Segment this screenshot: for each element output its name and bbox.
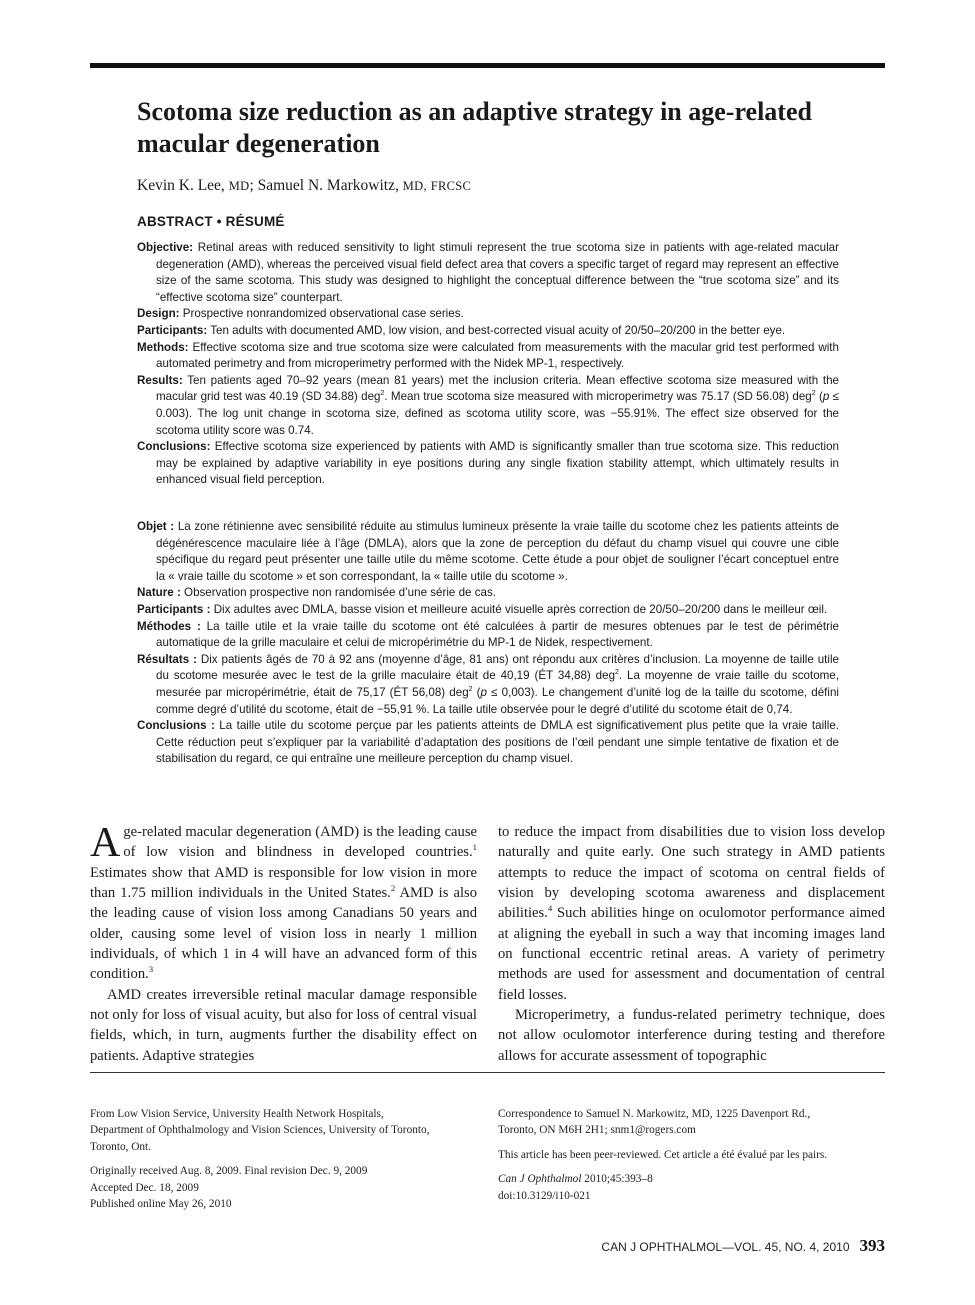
abstract-english [137, 240, 839, 489]
resume-participants [137, 602, 839, 619]
body-column-right [498, 822, 885, 1066]
results-label: Results: [137, 373, 183, 387]
superscript: 2 [615, 669, 619, 677]
resultats-text: Dix patients âgés de 70 à 92 ans (moyenne d’âge, 81 ans) ont répondu aux critères d’inclusion. La moyenne de taille utile du scotome mesurée avec le test de la grille maculaire était de 40,19 (ÉT 34,88) deg [156, 652, 839, 683]
body-paragraph-3 [498, 822, 885, 1005]
body-paragraph-2: AMD creates irreversible retinal macular damage responsible not only for loss of visual acuity, but also for loss of central visual fields, which, in turn, augments further the disability effect on patients. Adaptive strategies [90, 986, 477, 1064]
accepted-date: Accepted Dec. 18, 2009 [90, 1181, 199, 1194]
body-column-left [90, 822, 477, 1066]
correspondence-line: Correspondence to Samuel N. Markowitz, MD, 1225 Davenport Rd., [498, 1108, 811, 1120]
affiliation-line: Department of Ophthalmology and Vision Sciences, University of Toronto, [90, 1124, 430, 1137]
author-2-degree-2: FRCSC [430, 179, 472, 193]
footnote-separator [90, 1072, 885, 1073]
results-text: ≤ 0.003). The log unit change in scotoma size, defined as scotoma utility score, was −55.91%. The effect size observed for the scotoma utility score was 0.74. [156, 390, 839, 437]
reference-marker: 1 [472, 842, 477, 853]
received-date: Originally received Aug. 8, 2009. Final revision Dec. 9, 2009 [90, 1165, 368, 1178]
abstract-objective [137, 240, 839, 306]
conclusions-label: Conclusions: [137, 440, 211, 454]
objective-label: Objective: [137, 241, 194, 254]
reference-marker: 2 [390, 883, 396, 894]
journal-name: Can J Ophthalmol [498, 1173, 582, 1186]
body-paragraph-1 [90, 822, 477, 985]
methodes-text: La taille utile et la vraie taille du scotome ont été calculées à partir de mesures obtenues par le test de périmétrie automatique de la grille maculaire et celui de micropérimétrie du MP-1 de Nidek, respectivement. [156, 619, 839, 650]
body-text: Such abilities hinge on oculomotor performance aimed at aligning the eyeball in such a way that incoming images land on functional eccentric retinal areas. A variety of perimetry methods are used for assessment and documentation of central field losses. [498, 905, 885, 1003]
participants-text: Ten adults with documented AMD, low vision, and best-corrected visual acuity of 20/50–20/200 in the better eye. [210, 323, 786, 337]
correspondence [498, 1106, 888, 1139]
peer-review-note: This article has been peer-reviewed. Cet article a été évalué par les pairs. [498, 1148, 828, 1161]
abstract-conclusions [137, 439, 839, 489]
superscript: 2 [811, 390, 816, 398]
body-text: AMD is also the leading cause of vision loss among Canadians 50 years and older, causing some level of vision loss in nearly 1 million individuals, of which 1 in 4 will have an advanced form of this condition. [90, 885, 478, 983]
affiliation-line: Toronto, Ont. [90, 1140, 152, 1153]
methods-text: Effective scotoma size and true scotoma size were calculated from measurements with the macular grid test performed with automated perimetry and from microperimetry performed with the Nidek MP-1, respectively. [156, 340, 839, 371]
body-paragraph-4: Microperimetry, a fundus-related perimetry technique, does not allow oculomotor interference during testing and therefore allows for accurate assessment of topographic [498, 1007, 885, 1064]
objet-label: Objet : [137, 520, 175, 533]
doi[interactable]: doi:10.3129/i10-021 [498, 1189, 591, 1202]
resume-resultats [137, 652, 839, 718]
author-line [137, 176, 857, 196]
conclusions-fr-label: Conclusions : [137, 719, 215, 733]
abstract-participants [137, 323, 839, 340]
resultats-label: Résultats : [137, 652, 197, 666]
resultats-text: ( [472, 685, 481, 699]
nature-text: Observation prospective non randomisée d’une série de cas. [184, 586, 496, 600]
resume-conclusions [137, 718, 839, 768]
design-label: Design: [137, 307, 180, 321]
methodes-label: Méthodes : [137, 619, 201, 633]
objective-text: Retinal areas with reduced sensitivity to light stimuli represent the true scotoma size in patients with age-related macular degeneration (AMD), whereas the perceived visual field defect area that covers a specific target of regard may represent an effective size of the same scotoma. This study was designed to highlight the conceptual difference between the “true scotoma size” and its “effective scotoma size” counterpart. [156, 241, 839, 304]
author-2-degree: MD, [402, 179, 427, 193]
footnote-left [90, 1106, 482, 1220]
correspondence-line: Toronto, ON M6H 2H1; snm1@rogers.com [498, 1124, 696, 1137]
dates [90, 1163, 482, 1212]
objet-text: La zone rétinienne avec sensibilité réduite au stimulus lumineux présente la vraie taille du scotome chez les patients atteints de dégénérescence maculaire liée à l’âge (DMLA), alors que la zone de perception du défaut du champ visuel qui couvre une cible spécifique du regard peut présenter une taille utile du même scotome. Cette étude a pour objet de souligner l’écart conceptuel entre la « vraie taille du scotome » et son correspondant, la « taille utile du scotome ». [156, 520, 839, 583]
abstract-design [137, 306, 839, 323]
abstract-heading: ABSTRACT • RÉSUMÉ [137, 214, 285, 229]
published-date: Published online May 26, 2010 [90, 1198, 232, 1211]
reference-marker: 4 [547, 903, 553, 914]
design-text: Prospective nonrandomized observational case series. [182, 307, 464, 321]
author-1-degree: MD [228, 179, 250, 193]
results-text: . Mean true scotoma size measured with microperimetry was 75.17 (SD 56.08) deg [384, 390, 812, 404]
author-1: Kevin K. Lee, [137, 177, 225, 194]
affiliation-line: From Low Vision Service, University Health Network Hospitals, [90, 1108, 384, 1120]
top-rule [90, 63, 885, 68]
affiliation [90, 1106, 482, 1155]
resume-methodes [137, 619, 839, 652]
body-text: ge-related macular degeneration (AMD) is the leading cause of low vision and blindness in developed countries. [123, 824, 477, 861]
participants-fr-label: Participants : [137, 602, 211, 616]
resultats-text: ≤ 0,003). Le changement d’unité log de la taille du scotome, défini comme degré d’utilité du scotome, était de −55,91 %. La taille utile observée pour le degré d’utilité du scotome était de 0,74. [156, 685, 839, 716]
drop-cap: A [90, 820, 121, 866]
resume-objet [137, 519, 839, 585]
p-value-symbol: p [822, 390, 830, 404]
superscript: 2 [380, 390, 385, 398]
results-text: Ten patients aged 70–92 years (mean 81 years) met the inclusion criteria. Mean effective scotoma size measured with the macular grid test was 40.19 (SD 34.88) deg [156, 373, 840, 404]
p-value-symbol: p [480, 685, 487, 699]
reference-marker: 3 [148, 964, 154, 975]
results-text: ( [815, 390, 823, 404]
footnote-right [498, 1106, 888, 1212]
nature-label: Nature : [137, 586, 181, 600]
abstract-french [137, 519, 839, 768]
resultats-text: . La moyenne de vraie taille du scotome, mesurée par micropérimétrie, était de 75,17 (ÉT 56,08) deg [156, 669, 839, 699]
participants-fr-text: Dix adultes avec DMLA, basse vision et meilleure acuité visuelle après correction de 20/50–20/200 dans le meilleur œil. [213, 602, 828, 616]
abstract-results [137, 373, 839, 439]
body-text: to reduce the impact from disabilities due to vision loss develop naturally and quite early. One such strategy in AMD patients attempts to reduce the impact of scotoma on central fields of vision by developing scotoma awareness and displacement abilities. [498, 824, 885, 922]
body-text: Estimates show that AMD is responsible for low vision in more than 1.75 million individuals in the United States. [90, 864, 477, 902]
superscript: 2 [468, 686, 473, 694]
article-title: Scotoma size reduction as an adaptive strategy in age-related macular degeneration [137, 97, 812, 158]
resume-nature [137, 585, 839, 602]
author-2: Samuel N. Markowitz, [257, 177, 399, 194]
conclusions-text: Effective scotoma size experienced by patients with AMD is significantly smaller than true scotoma size. This reduction may be explained by adaptive variability in eye positions during any single fixation stability attempt, which ultimately results in enhanced visual field perception. [156, 440, 839, 487]
methods-label: Methods: [137, 340, 189, 354]
citation [498, 1171, 888, 1204]
running-footer [601, 1236, 885, 1256]
citation-text: 2010;45:393–8 [581, 1173, 653, 1186]
conclusions-fr-text: La taille utile du scotome perçue par les patients atteints de DMLA est significativement plus petite que la vraie taille. Cette réduction peut s’expliquer par la variabilité d’adaptation des positions de l’œil pendant une simple tentative de fixation et de stabilisation du regard, ce qui entraîne une meilleure perception du champ visuel. [156, 719, 839, 766]
journal-issue: CAN J OPHTHALMOL—VOL. 45, NO. 4, 2010 [601, 1240, 850, 1254]
participants-label: Participants: [137, 323, 208, 337]
author-separator: ; [249, 177, 254, 194]
page-number: 393 [859, 1236, 885, 1255]
abstract-methods [137, 340, 839, 373]
